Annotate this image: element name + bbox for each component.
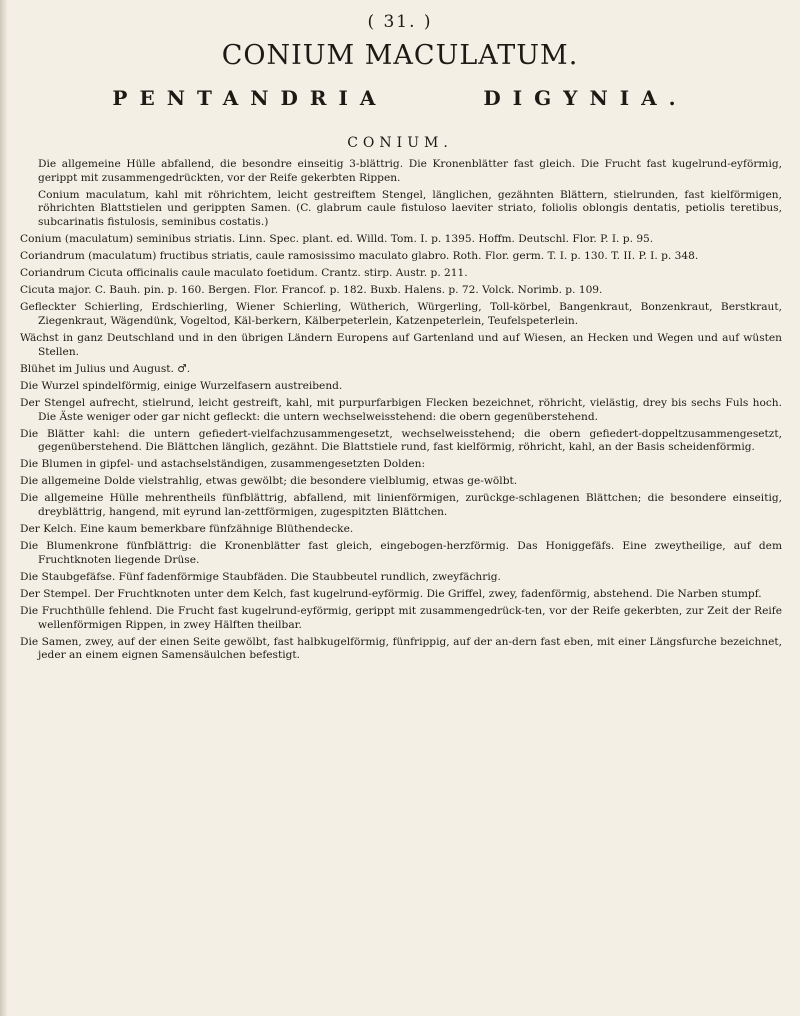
page-spine-shadow	[0, 0, 8, 1016]
paragraph-synonym: Conium (maculatum) seminibus striatis. Linn. Spec. plant. ed. Willd. Tom. I. p. 1395. Hoffm. Deutschl. Flor. P. I. p. 95.	[20, 232, 654, 245]
paragraph-synonym: Cicuta major. C. Bauh. pin. p. 160. Bergen. Flor. Francof. p. 182. Buxb. Halens. p. 72. Volck. Norimb. p. 109.	[20, 284, 603, 297]
paragraph-umbel: Die allgemeine Dolde vielstrahlig, etwas gewölbt; die besondere vielblumig, etwas ge-wölbt.	[20, 475, 518, 488]
order-digynia: DIGYNIA.	[483, 86, 688, 110]
paragraph-synonym: Coriandrum (maculatum) fructibus striatis, caule ramosissimo maculato glabro. Roth. Flor. germ. T. I. p. 130. T. II. P. I. p. 348.	[20, 250, 699, 263]
paragraph-common-names: Gefleckter Schierling, Erdschierling, Wiener Schierling, Wütherich, Würgerling, Toll-körbel, Bangenkraut, Bonzenkraut, Berstkraut, Ziegenkraut, Wägendünk, Vogeltod, Käl-berkern, Kälberpeterlein, Katzenpeterlein, Teufelspeterlein.	[20, 301, 782, 327]
paragraph-leaves: Die Blätter kahl: die untern gefiedert-vielfachzusammengesetzt, wechselweisstehend; die obern gefiedert-doppeltzusammengesetzt, gegenüberstehend. Die Blättchen länglich, gezähnt. Die Blattstiele rund, fast kielförmig, röhricht, kahl, an der Basis scheidenförmig.	[20, 427, 782, 454]
page-body	[20, 158, 782, 667]
genus-title: CONIUM MACULATUM.	[221, 40, 579, 71]
paragraph-stamens: Die Staubgefäfse. Fünf fadenförmige Staubfäden. Die Staubbeutel rundlich, zweyfächrig.	[20, 570, 501, 583]
paragraph-involucre: Die allgemeine Hülle mehrentheils fünfblättrig, abfallend, mit linienförmigen, zurückge-schlagenen Blättchen; die besondere einseitig, dreyblättrig, hangend, mit eyrund lan-zettförmigen, zugespitzten Blättchen.	[20, 492, 782, 519]
paragraph-root: Die Wurzel spindelförmig, einige Wurzelfasern austreibend.	[20, 379, 343, 392]
class-pentandria: PENTANDRIA	[112, 86, 388, 110]
page-number: ( 31. )	[367, 12, 433, 32]
paragraph-genus-character: Die allgemeine Hülle abfallend, die besondre einseitig 3-blättrig. Die Kronenblätter fast gleich. Die Frucht fast kugelrund-eyförmig, gerippt mit zusammengedrückten, vor der Reife gekerbten Rippen.	[38, 158, 782, 184]
linnaean-class	[0, 86, 800, 110]
paragraph-flowers: Die Blumen in gipfel- und astachselständigen, zusammengesetzten Dolden:	[20, 458, 426, 471]
paragraph-fruit: Die Fruchthülle fehlend. Die Frucht fast kugelrund-eyförmig, gerippt mit zusammengedrück-ten, vor der Reife gekerbten, zur Zeit der Reife wellenförmigen Rippen, in zwey Hälften theilbar.	[20, 605, 782, 631]
paragraph-pistil: Der Stempel. Der Fruchtknoten unter dem Kelch, fast kugelrund-eyförmig. Die Griffel, zwey, fadenförmig, abstehend. Die Narben stumpf.	[20, 588, 762, 601]
paragraph-seeds: Die Samen, zwey, auf der einen Seite gewölbt, fast halbkugelförmig, fünfrippig, auf der an-dern fast eben, mit einer Längsfurche bezeichnet, jeder an einem eignen Samensäulchen befestigt.	[20, 635, 782, 662]
paragraph-flowering: Blühet im Julius und August. ♂.	[20, 362, 191, 375]
paragraph-species-description: Conium maculatum, kahl mit röhrichtem, leicht gestreiftem Stengel, länglichen, gezähnten Blättern, stielrunden, fast kielförmigen, röhrichten Blattstielen und gerippten Samen. (C. glabrum caule fistuloso laeviter striato, foliolis oblongis dentatis, petiolis teretibus, subcarinatis fistulosis, seminibus costatis.)	[38, 188, 782, 228]
paragraph-habitat: Wächst in ganz Deutschland und in den übrigen Ländern Europens auf Gartenland und auf Wiesen, an Hecken und Wegen und auf wüsten Stellen.	[20, 332, 782, 358]
paragraph-calyx: Der Kelch. Eine kaum bemerkbare fünfzähnige Blüthendecke.	[20, 523, 354, 536]
paragraph-corolla: Die Blumenkrone fünfblättrig: die Kronenblätter fast gleich, eingebogen-herzförmig. Das Honiggefäfs. Eine zweytheilige, auf dem Fruchtknoten liegende Drüse.	[20, 540, 782, 566]
paragraph-stem: Der Stengel aufrecht, stielrund, leicht gestreift, kahl, mit purpurfarbigen Flecken bezeichnet, röhricht, vielästig, drey bis sechs Fuls hoch. Die Äste weniger oder gar nicht gefleckt: die untern wechselweisstehend: die obern gegenüberstehend.	[20, 396, 782, 423]
paragraph-synonym: Coriandrum Cicuta officinalis caule maculato foetidum. Crantz. stirp. Austr. p. 211.	[20, 267, 468, 280]
genus-subtitle: CONIUM.	[347, 135, 453, 151]
